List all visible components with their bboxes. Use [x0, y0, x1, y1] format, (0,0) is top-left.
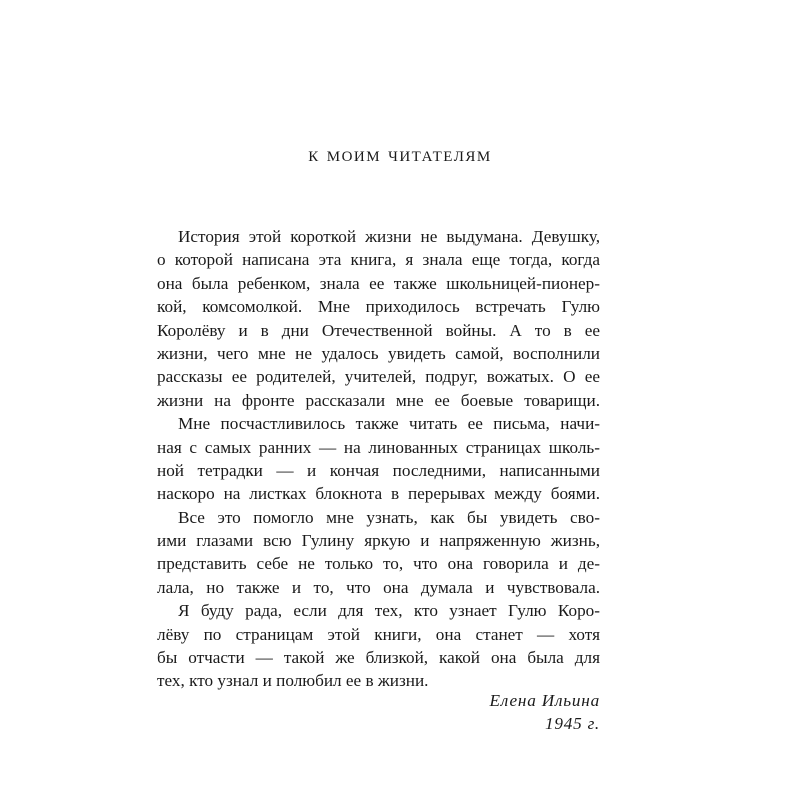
text-line: жизни, чего мне не удалось увидеть самой, восполнили	[157, 343, 600, 363]
text-line: ими глазами всю Гулину яркую и напряженную жизнь,	[157, 531, 600, 551]
text-line: о которой написана эта книга, я знала еще тогда, когда	[157, 250, 600, 270]
text-line: История этой короткой жизни не выдумана. Девушку,	[178, 227, 600, 246]
text-line: Все это помогло мне узнать, как бы увидеть сво-	[178, 507, 600, 527]
text-line: жизни на фронте рассказали мне ее боевые товарищи.	[157, 390, 600, 410]
text-line: бы отчасти — такой же близкой, какой она была для	[157, 648, 600, 668]
text-line: лёву по страницам этой книги, она станет — хотя	[157, 624, 600, 644]
text-line: кой, комсомолкой. Мне приходилось встречать Гулю	[157, 297, 600, 317]
signature-author: Елена Ильина	[489, 691, 600, 710]
text-line: лала, но также и то, что она думала и чувствовала.	[157, 577, 600, 597]
page-title: к моим читателям	[308, 141, 492, 166]
text-line: ная с самых ранних — на линованных страницах школь-	[157, 437, 600, 457]
text-line: рассказы ее родителей, учителей, подруг, вожатых. О ее	[157, 367, 600, 387]
text-line: она была ребенком, знала ее также школьницей-пионер-	[157, 273, 600, 293]
signature	[489, 689, 600, 736]
text-line: Я буду рада, если для тех, кто узнает Гулю Коро-	[178, 601, 600, 621]
text-line: представить себе не только то, что она говорила и де-	[157, 554, 600, 574]
text-line: ной тетрадки — и кончая последними, написанными	[157, 460, 600, 480]
text-line: Королёву и в дни Отечественной войны. А то в ее	[157, 320, 600, 340]
text-line: тех, кто узнал и полюбил ее в жизни.	[157, 671, 429, 691]
signature-year: 1945 г.	[544, 714, 600, 734]
text-line: Мне посчастливилось также читать ее письма, начи-	[178, 414, 600, 434]
text-line: наскоро на листках блокнота в перерывах между боями.	[157, 484, 600, 504]
body-text	[157, 225, 600, 693]
